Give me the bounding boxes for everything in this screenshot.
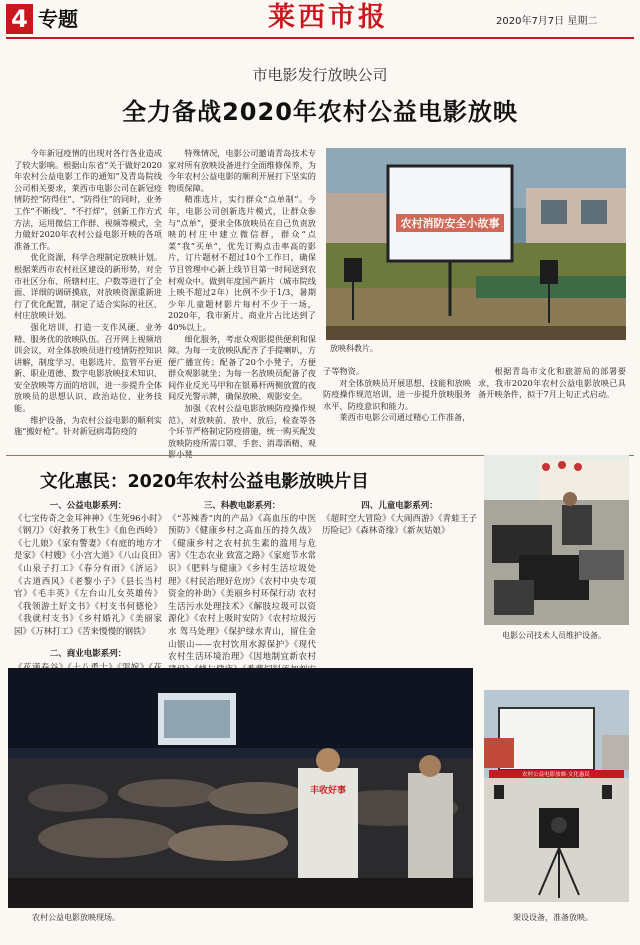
film-section-heading: 三、科教电影系列： bbox=[203, 501, 281, 511]
photo-caption-2: 电影公司技术人员维护设备。 bbox=[502, 631, 606, 640]
screen-banner-text: 农村消防安全小故事 bbox=[400, 217, 500, 230]
article-column-1 bbox=[14, 148, 162, 453]
film-section-list: 《七宝传奇之金耳神神》《生死96小时》《钢刀》《好救务丁秋生》《血色西岭》《七儿娘》《家有警妻》《有庭的地方才是家》《村嫂》《小宫大道》《八山良田》《山泉子打工》《春分有雨》《济运》《古道西风》《老黎小子》《县长当村官》《毛丰英》《左台山儿女英雄传》《我领游土好文书》《村支书何德伦》《我就村支书》《乡村婚礼》《美丽家园》《万林打工》《苦来慢慢的钢铁》 bbox=[14, 513, 162, 637]
paragraph: 子等物资。 bbox=[323, 366, 364, 376]
film-section-list: 《超时空大冒险》《大闹西游》《青蛙王子历险记》《森林奇缘》《新灰姑娘》 bbox=[322, 513, 477, 537]
photo-caption-1: 放映科教片。 bbox=[330, 344, 378, 353]
banner-text: 农村公益电影放映·文化惠民 bbox=[522, 772, 590, 778]
paragraph: 强化培训，打造一支作风硬、业务精、服务优的放映队伍。召开网上视频培训会议，对全体放映员进行疫情防控知识讲解，制度学习、电影选片、监管平台更新、职业道德、数字电影放映技术知识、安全放映等方面的培训，进一步提升全体放映员的思想认识、政治站位、业务技能。 bbox=[14, 321, 162, 414]
article-column-4 bbox=[478, 366, 626, 450]
photo-outdoor-screen bbox=[326, 148, 626, 340]
paragraph: 莱西市电影公司通过精心工作准备， bbox=[339, 412, 471, 423]
photo-night-screening bbox=[8, 668, 473, 908]
film-section-heading: 二、商业电影系列： bbox=[49, 649, 127, 659]
paragraph: 加强《农村公益电影放映防疫操作规范》，对放映前、放中、放后，检查等各个环节严格制定防疫措施，统一购买配发放映防疫所需口罩、手套、消毒酒精、观 bbox=[168, 403, 316, 448]
technician-image bbox=[484, 455, 629, 625]
photo-caption-3: 农村公益电影放映现场。 bbox=[32, 913, 120, 922]
header-divider bbox=[6, 37, 634, 39]
shirt-print-text: 丰收好事 bbox=[309, 786, 347, 796]
issue-date: 2020年7月7日 星期二 bbox=[496, 16, 598, 27]
paragraph: 对全体放映员开展思想、技能和放映防疫操作规范培训，进一步提升放映服务水平、防疫意识和能力。 bbox=[323, 377, 471, 411]
night-screening-image bbox=[8, 668, 473, 908]
paragraph: 根据青岛市文化和旅游局的部署要求，我市2020年农村公益电影放映已具备开映条件，拟于7月上旬正式启动。 bbox=[478, 366, 626, 400]
newspaper-logo: 莱西市报 bbox=[268, 2, 388, 33]
paragraph: 今年新冠疫情的出现对各行各业造成了较大影响。根据山东省“关于做好2020年农村公益电影工作的通知”及青岛院线公司相关要求，莱西市电影公司在新冠疫情防控“防得住”、“防得住”的同时，业务工作“不断线”、“不打烊”，创新工作方式方法，运用微信工作群、视频等模式，全力做好2020年农村公益电影开映的各项准备工作。 bbox=[14, 148, 162, 251]
film-list-column-1 bbox=[14, 500, 162, 670]
photo-caption-4: 架设设备，准备放映。 bbox=[513, 913, 593, 922]
film-section-list: 《“苏辣香”肉的产品》《高血压的中医预防》《健康乡村之高血压的持久战》《健康乡村之农村抗生素的滥用与危害》《生态农业 致富之路》《家庭节水常识》《肥料与健康》《乡村生活垃圾处理》《村民治理好危房》《农村中央专项资金的补助》《美丽乡村环保行动 农村生活污水处理技术》《解肢垃圾可以资源化》《农村上吸时安防》《农村垃圾污水 驾马处理》《保护绿水青山，留住金山银山——农村饮用水源保护》《现代农村生活环境治理》《因地制宜新农村 bbox=[168, 513, 316, 663]
article-title: 全力备战2020年农村公益电影放映 bbox=[122, 98, 518, 126]
film-section-heading: 四、儿童电影系列： bbox=[361, 501, 438, 511]
paragraph: 优化资源，科学合理制定放映计划。根据莱西市农村社区建设的新形势，对全市社区分布、所辖村庄、户数等进行了全面、详细的调研摸底，对放映资源重新进行了优化配置，制定了适合实际的社区、村庄放映计划。 bbox=[14, 252, 162, 321]
photo-technician bbox=[484, 455, 629, 625]
article-kicker: 市电影发行放映公司 bbox=[252, 66, 388, 84]
article-column-3 bbox=[323, 366, 471, 450]
page-number: 4 bbox=[6, 4, 33, 34]
article-column-2 bbox=[168, 148, 316, 453]
photo-setup bbox=[484, 690, 629, 902]
paragraph: 精准选片，实行群众“点单制”。今年，电影公司创新选片模式，让群众参与“点单”，要求全体放映员在自己负责放映的村庄中建立微信群，群众“点菜”我“买单”，优先订购点击率高的影片，订片题材不超过10个工作日，确保节目管理中心新上线节目第一时间送到农村观众中。做到年度国产新片（城市院线上映不超过2年）比例不少于1/3，暑期少年儿童题材影片每村不少于一场，2020年，我市新片、商业片占比达到了40%以上。 bbox=[168, 194, 316, 332]
paragraph: 特殊情况，电影公司邀请青岛技术专家对所有放映设备进行全面维修保养，为今年农村公益电影的顺利开展打下坚实的物质保障。 bbox=[168, 148, 316, 193]
film-section-heading: 一、公益电影系列： bbox=[49, 501, 127, 511]
paragraph: 维护设备，为农村公益电影的顺利实施“搬好枪”。针对新冠病毒防疫的 bbox=[14, 414, 162, 437]
outdoor-screen-image bbox=[326, 148, 626, 340]
section-title: 专题 bbox=[38, 7, 78, 31]
paragraph: 细化服务，考虑众观影提供便利和保障。为每一支放映队配齐了手提喇叭，方便广播宣传；配备了20个小凳子，方便群众观影就坐；为每一名放映员配备了夜间作业反光马甲和在银幕杆两侧放置的夜间反光警示牌，确保放映、观影安全。 bbox=[168, 333, 316, 402]
film-list-title: 文化惠民：2020年农村公益电影放映片目 bbox=[40, 472, 369, 492]
setup-image bbox=[484, 690, 629, 902]
